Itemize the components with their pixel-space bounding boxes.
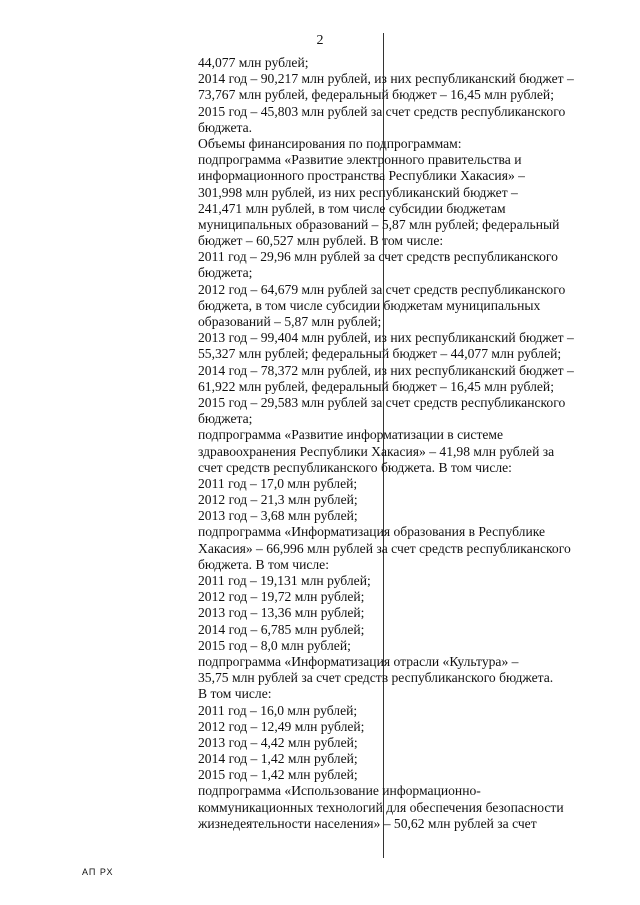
text-line: 35,75 млн рублей за счет средств республиканского бюджета. (198, 670, 554, 686)
text-line: 73,767 млн рублей, федеральный бюджет – 16,45 млн рублей; (198, 87, 554, 103)
text-line: 2014 год – 6,785 млн рублей; (198, 621, 365, 637)
text-line: бюджета. В том числе: (198, 556, 329, 572)
text-line: подпрограмма «Развитие информатизации в системе (198, 427, 504, 443)
text-line: счет средств республиканского бюджета. В том числе: (198, 459, 512, 475)
text-line: 2015 год – 29,583 млн рублей за счет средств республиканского (198, 394, 566, 410)
text-line: бюджета; (198, 265, 253, 281)
document-body (198, 55, 598, 832)
text-line: 2011 год – 17,0 млн рублей; (198, 475, 358, 491)
text-line: коммуникационных технологий для обеспечения безопасности (198, 799, 564, 815)
text-line: 2014 год – 1,42 млн рублей; (198, 751, 358, 767)
text-line: подпрограмма «Информатизация образования в Республике (198, 524, 546, 540)
text-line: 2013 год – 4,42 млн рублей; (198, 734, 358, 750)
page-number: 2 (316, 33, 324, 48)
text-line: 2013 год – 3,68 млн рублей; (198, 508, 358, 524)
text-line: информационного пространства Республики Хакасия» – (198, 168, 525, 184)
text-line: 301,998 млн рублей, из них республиканский бюджет – (198, 184, 518, 200)
text-line: муниципальных образований – 5,87 млн рублей; федеральный (198, 216, 560, 232)
text-line: 44,077 млн рублей; (198, 55, 309, 70)
text-line: 2012 год – 64,679 млн рублей за счет средств республиканского (198, 281, 566, 297)
text-line: подпрограмма «Информатизация отрасли «Культура» – (198, 653, 519, 669)
text-line: 2012 год – 21,3 млн рублей; (198, 492, 358, 508)
text-line: бюджета. (198, 119, 253, 135)
text-line: 2012 год – 19,72 млн рублей; (198, 589, 365, 605)
text-line: 2011 год – 19,131 млн рублей; (198, 573, 371, 588)
text-line: бюджета; (198, 411, 253, 427)
text-line: бюджета, в том числе субсидии бюджетам муниципальных (198, 297, 541, 313)
text-line: 2015 год – 1,42 млн рублей; (198, 767, 358, 783)
text-line: 2014 год – 90,217 млн рублей, из них республиканский бюджет – (198, 71, 574, 87)
text-line: 2013 год – 13,36 млн рублей; (198, 605, 365, 621)
text-line: подпрограмма «Использование информационно- (198, 783, 481, 799)
text-line: 2011 год – 29,96 млн рублей за счет средств республиканского (198, 249, 558, 265)
text-line: 2015 год – 8,0 млн рублей; (198, 637, 351, 653)
text-line: 241,471 млн рублей, в том числе субсидии бюджетам (198, 200, 506, 216)
text-line: 55,327 млн рублей; федеральный бюджет – 44,077 млн рублей; (198, 346, 562, 362)
text-line: Хакасия» – 66,996 млн рублей за счет средств республиканского (198, 540, 571, 556)
text-line: 2013 год – 99,404 млн рублей, из них республиканский бюджет – (198, 330, 574, 346)
text-line: В том числе: (198, 686, 272, 702)
text-line: здравоохранения Республики Хакасия» – 41,98 млн рублей за (198, 443, 555, 459)
footer-mark: АП РХ (82, 867, 114, 877)
text-line: подпрограмма «Развитие электронного правительства и (198, 152, 522, 168)
text-line: образований – 5,87 млн рублей; (198, 314, 382, 329)
text-line: Объемы финансирования по подпрограммам: (198, 135, 462, 151)
text-line: бюджет – 60,527 млн рублей. В том числе: (198, 233, 444, 249)
text-line: 2015 год – 45,803 млн рублей за счет средств республиканского (198, 103, 566, 119)
text-line: 2012 год – 12,49 млн рублей; (198, 718, 365, 734)
text-line: 2014 год – 78,372 млн рублей, из них республиканский бюджет – (198, 362, 574, 378)
text-line: 61,922 млн рублей, федеральный бюджет – 16,45 млн рублей; (198, 378, 554, 394)
text-line: 2011 год – 16,0 млн рублей; (198, 702, 358, 718)
text-line: жизнедеятельности населения» – 50,62 млн рублей за счет (198, 815, 537, 831)
